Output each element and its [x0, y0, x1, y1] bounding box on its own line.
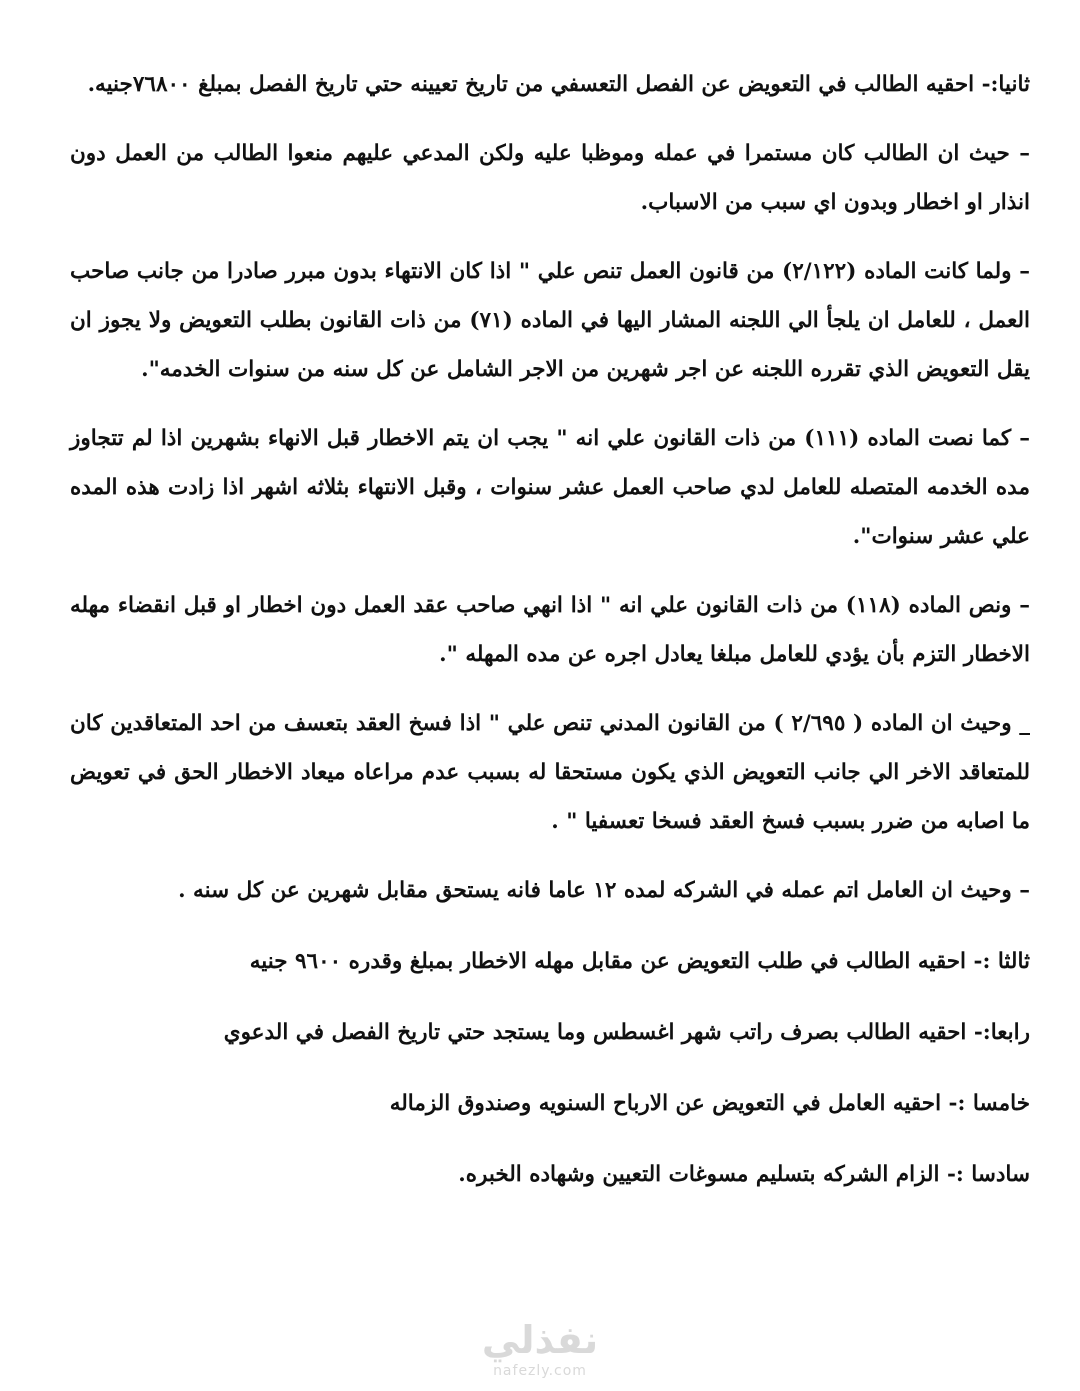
paragraph-civil-article-695: _ وحيث ان الماده ( ٢/٦٩٥ ) من القانون المدني تنص علي " اذا فسخ العقد بتعسف من احد المتعاقدين كان للمتعاقد الاخر الي جانب التعويض الذي يكون مستحقا له بسبب عدم مراعاه ميعاد الاخطار الحق في تعويض ما اصابه من ضرر بسبب فسخ العقد فسخا تعسفيا " . — [70, 711, 1030, 834]
paragraph-article-111: – كما نصت الماده (١١١) من ذات القانون علي انه " يجب ان يتم الاخطار قبل الانهاء بشهرين اذا لم تتجاوز مده الخدمه المتصله للعامل لدي صاحب العمل عشر سنوات ، وقبل الانتهاء بثلاثه اشهر اذا زادت هذه المده علي عشر سنوات". — [70, 426, 1030, 549]
paragraph-sixthly: سادسا :- الزام الشركه بتسليم مسوغات التعيين وشهاده الخبره. — [458, 1162, 1030, 1187]
paragraph-secondly: ثانيا:- احقيه الطالب في التعويض عن الفصل التعسفي من تاريخ تعيينه حتي تاريخ الفصل بمبلغ ٧٦٨٠٠جنيه. — [87, 72, 1030, 97]
document-body — [70, 60, 1030, 1221]
paragraph-fourthly: رابعا:- احقيه الطالب بصرف راتب شهر اغسطس وما يستجد حتي تاريخ الفصل في الدعوي — [223, 1020, 1030, 1045]
paragraph-twelve-years: – وحيث ان العامل اتم عمله في الشركه لمده ١٢ عاما فانه يستحق مقابل شهرين عن كل سنه . — [178, 878, 1030, 903]
watermark-latin: nafezly.com — [493, 1363, 587, 1379]
paragraph-article-122: – ولما كانت الماده (٢/١٢٢) من قانون العمل تنص علي " اذا كان الانتهاء بدون مبرر صادرا من جانب صاحب العمل ، للعامل ان يلجأ الي اللجنه المشار اليها في الماده (٧١) من ذات القانون بطلب التعويض ولا يجوز ان يقل التعويض الذي تقرره اللجنه عن اجر شهرين من الاجر الشامل عن كل سنه من سنوات الخدمه". — [70, 259, 1030, 382]
paragraph-whereas-continuous: – حيث ان الطالب كان مستمرا في عمله وموظبا عليه ولكن المدعي عليهم منعوا الطالب من العمل دون انذار او اخطار وبدون اي سبب من الاسباب. — [70, 141, 1030, 215]
paragraph-thirdly: ثالثا :- احقيه الطالب في طلب التعويض عن مقابل مهله الاخطار بمبلغ وقدره ٩٦٠٠ جنيه — [249, 949, 1030, 974]
watermark-arabic: نفذلي — [481, 1318, 599, 1362]
paragraph-article-118: – ونص الماده (١١٨) من ذات القانون علي انه " اذا انهي صاحب عقد العمل دون اخطار او قبل انقضاء مهله الاخطار التزم بأن يؤدي للعامل مبلغا يعادل اجره عن مده المهله ". — [70, 593, 1030, 667]
paragraph-fifthly: خامسا :- احقيه العامل في التعويض عن الارباح السنويه وصندوق الزماله — [389, 1091, 1030, 1116]
nafezly-watermark — [460, 1318, 620, 1380]
